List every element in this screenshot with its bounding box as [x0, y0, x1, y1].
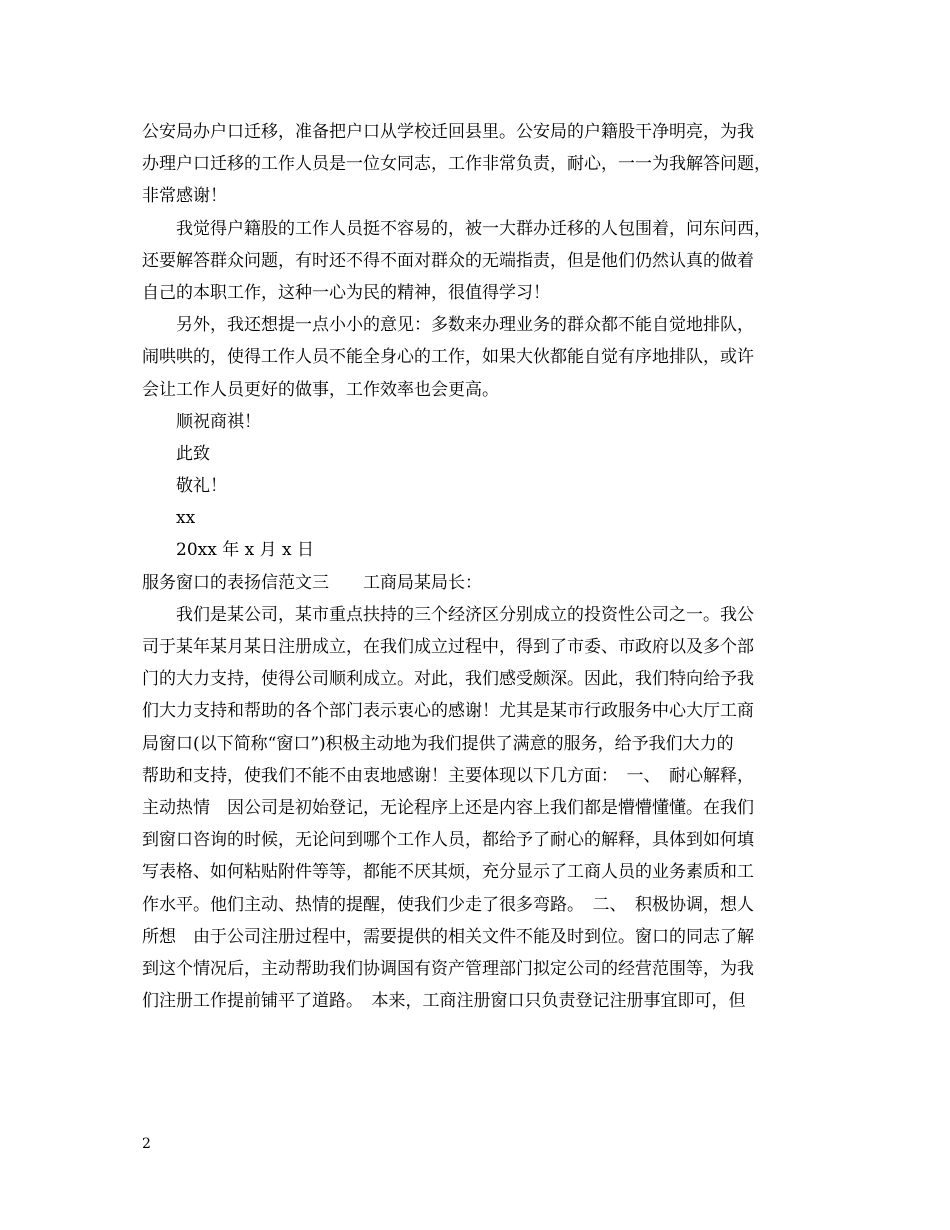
- section-heading: 服务窗口的表扬信范文三 工商局某局长：: [142, 572, 482, 593]
- text-line-25: 作水平。他们主动、热情的提醒，使我们少走了很多弯路。 二、 积极协调，想人: [142, 894, 754, 915]
- text-line-1: 公安局办户口迁移，准备把户口从学校迁回县里。公安局的户籍股干净明亮，为我: [142, 122, 754, 142]
- page-number: 2: [142, 1136, 151, 1152]
- text-line-21: 帮助和支持，使我们不能不由衷地感谢！主要体现以下几方面： 一、 耐心解释，: [142, 765, 754, 786]
- text-line-8: 闹哄哄的，使得工作人员不能全身心的工作，如果大伙都能自觉有序地排队，或许: [142, 347, 754, 368]
- text-line-5: 还要解答群众问题，有时还不得不面对群众的无端指责，但是他们仍然认真的做着: [142, 250, 754, 271]
- text-line-27: 到这个情况后，主动帮助我们协调国有资产管理部门拟定公司的经营范围等，为我: [142, 958, 754, 979]
- closing-salutation: 此致: [176, 443, 210, 464]
- text-line-19: 们大力支持和帮助的各个部门表示衷心的感谢！尤其是某市行政服务中心大厅工商: [142, 701, 754, 722]
- text-line-4: 我觉得户籍股的工作人员挺不容易的，被一大群办迁移的人包围着，问东问西，: [176, 218, 771, 239]
- text-line-7: 另外，我还想提一点小小的意见：多数来办理业务的群众都不能自觉地排队，: [176, 315, 754, 336]
- text-line-17: 司于某年某月某日注册成立，在我们成立过程中，得到了市委、市政府以及多个部: [142, 637, 754, 657]
- text-line-2: 办理户口迁移的工作人员是一位女同志，工作非常负责，耐心，一一为我解答问题，: [142, 154, 771, 175]
- text-line-16: 我们是某公司，某市重点扶持的三个经济区分别成立的投资性公司之一。我公: [176, 604, 754, 625]
- closing-greeting: 顺祝商祺！: [176, 411, 261, 432]
- text-line-26: 所想 由于公司注册过程中，需要提供的相关文件不能及时到位。窗口的同志了解: [142, 926, 754, 947]
- document-body: [142, 116, 810, 1017]
- closing-respect: 敬礼！: [176, 476, 227, 497]
- text-line-18: 门的大力支持，使得公司顺利成立。对此，我们感受颇深。因此，我们特向给予我: [142, 669, 754, 690]
- signature-date: 20xx 年 x 月 x 日: [176, 540, 315, 561]
- text-line-20: 局窗口(以下简称“窗口”)积极主动地为我们提供了满意的服务，给予我们大力的: [142, 733, 734, 754]
- text-line-3: 非常感谢！: [142, 186, 227, 207]
- text-line-23: 到窗口咨询的时候，无论问到哪个工作人员，都给予了耐心的解释，具体到如何填: [142, 830, 754, 851]
- text-line-24: 写表格、如何粘贴附件等等，都能不厌其烦，充分显示了工商人员的业务素质和工: [142, 862, 754, 883]
- text-line-6: 自己的本职工作，这种一心为民的精神，很值得学习！: [142, 282, 550, 303]
- text-line-28: 们注册工作提前铺平了道路。 本来，工商注册窗口只负责登记注册事宜即可，但: [142, 991, 746, 1012]
- signature-name: xx: [176, 508, 196, 529]
- text-line-9: 会让工作人员更好的做事，工作效率也会更高。: [142, 379, 499, 400]
- text-line-22: 主动热情 因公司是初始登记，无论程序上还是内容上我们都是懵懵懂懂。在我们: [142, 797, 754, 818]
